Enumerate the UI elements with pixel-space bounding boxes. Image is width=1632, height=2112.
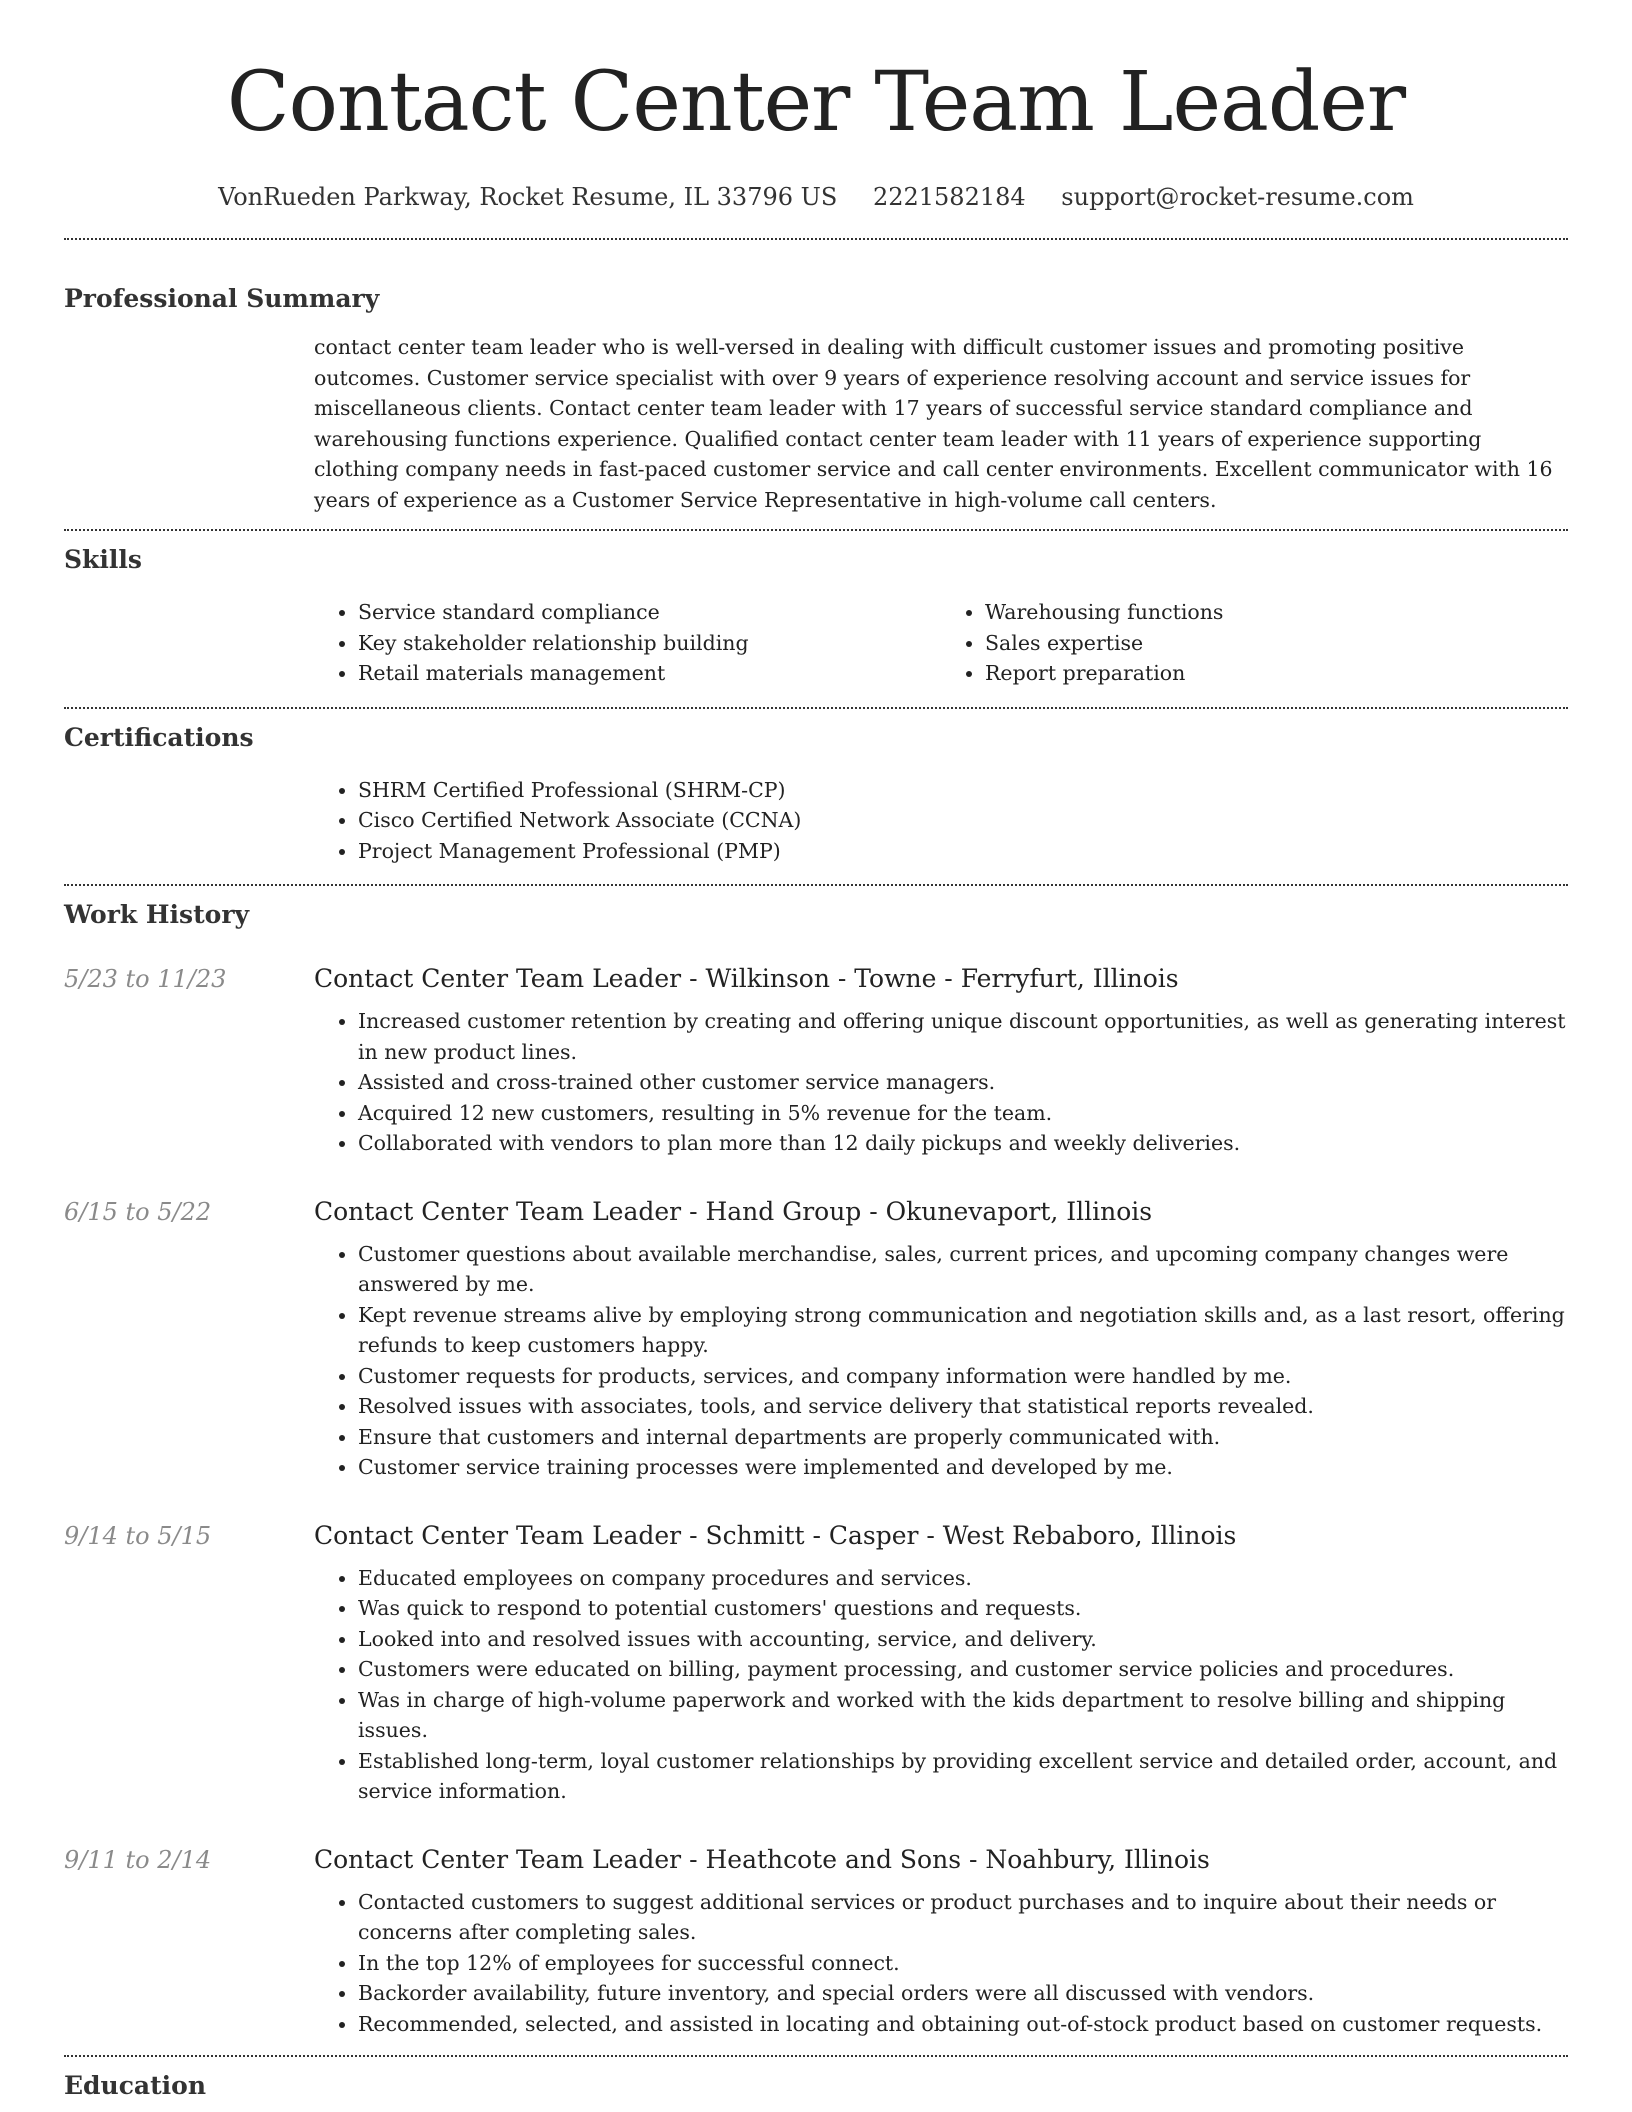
resume-header [64,0,1568,214]
job-dates: 5/23 to 11/23 [64,965,227,993]
job-bullet: • Customers were educated on billing, payment processing, and customer service policies and procedures. [358,1654,1568,1685]
job-entry [64,1843,1568,2052]
job-title: Contact Center Team Leader - Heathcote and Sons - Noahbury, Illinois [314,1844,1210,1874]
work-history-section [64,898,1568,2055]
certification-item: • SHRM Certified Professional (SHRM-CP) [358,775,1568,806]
job-bullet: • Ensure that customers and internal departments are properly communicated with. [358,1422,1568,1453]
job-bullet: • Acquired 12 new customers, resulting in 5% revenue for the team. [358,1098,1568,1129]
job-bullet: • Backorder availability, future inventory, and special orders were all discussed with vendors. [358,1978,1568,2009]
address-text: VonRueden Parkway, Rocket Resume, IL 33796 US [218,183,838,211]
divider [64,529,1568,531]
job-bullets [314,1006,1568,1159]
divider [64,2055,1568,2057]
job-bullets [314,1563,1568,1807]
skills-list-left [314,597,941,689]
job-bullet: • Educated employees on company procedures and services. [358,1563,1568,1594]
job-bullet: • Contacted customers to suggest additional services or product purchases and to inquire about their needs or concerns after completing sales. [358,1887,1568,1948]
certification-item: • Cisco Certified Network Associate (CCNA) [358,805,1568,836]
job-bullet: • Recommended, selected, and assisted in locating and obtaining out-of-stock product based on customer requests. [358,2009,1568,2040]
summary-text: contact center team leader who is well-versed in dealing with difficult customer issues and promoting positive outcomes. Customer service specialist with over 9 years of experience resolving account and service issues for miscellaneous clients. Contact center team leader with 17 years of successful service standard compliance and warehousing functions experience. Qualified contact center team leader with 11 years of experience supporting clothing company needs in fast-paced customer service and call center environments. Excellent communicator with 16 years of experience as a Customer Service Representative in high-volume call centers. [314,335,1553,512]
section-title-work-history: Work History [64,900,250,929]
skill-item: • Retail materials management [358,658,941,689]
certification-item: • Project Management Professional (PMP) [358,836,1568,867]
email-link[interactable]: support@rocket-resume.com [1061,183,1414,211]
job-title: Contact Center Team Leader - Hand Group - Okunevaport, Illinois [314,1196,1153,1226]
job-bullet: • Looked into and resolved issues with accounting, service, and delivery. [358,1624,1568,1655]
job-bullet: • Customer requests for products, services, and company information were handled by me. [358,1361,1568,1392]
job-bullet: • Kept revenue streams alive by employing strong communication and negotiation skills and, as a last resort, offering refunds to keep customers happy. [358,1300,1568,1361]
job-details [314,1843,1568,2052]
job-details [314,1519,1568,1819]
job-title: Contact Center Team Leader - Schmitt - Casper - West Rebaboro, Illinois [314,1520,1237,1550]
skill-item: • Service standard compliance [358,597,941,628]
skill-item: • Key stakeholder relationship building [358,628,941,659]
job-entry [64,1519,1568,1819]
divider [64,238,1568,240]
job-bullet: • In the top 12% of employees for successful connect. [358,1948,1568,1979]
job-bullet: • Resolved issues with associates, tools, and service delivery that statistical reports revealed. [358,1391,1568,1422]
certifications-list-wrap [314,775,1568,867]
contact-line [64,180,1568,214]
skills-list-right [941,597,1568,689]
job-title: Contact Center Team Leader - Wilkinson - Towne - Ferryfurt, Illinois [314,964,1179,993]
job-bullet: • Increased customer retention by creating and offering unique discount opportunities, as well as generating interest in new product lines. [358,1006,1568,1067]
job-bullets [314,1239,1568,1483]
job-bullet: • Assisted and cross-trained other customer service managers. [358,1067,1568,1098]
job-bullet: • Customer questions about available merchandise, sales, current prices, and upcoming company changes were answered by me. [358,1239,1568,1300]
job-dates: 9/11 to 2/14 [64,1845,212,1874]
job-bullet: • Customer service training processes were implemented and developed by me. [358,1452,1568,1483]
job-bullets [314,1887,1568,2040]
certifications-section [64,721,1568,885]
job-entry [64,1195,1568,1495]
skills-section [64,543,1568,707]
skill-item: • Report preparation [985,658,1568,689]
divider [64,884,1568,886]
job-details [314,962,1568,1171]
job-bullet: • Was quick to respond to potential customers' questions and requests. [358,1593,1568,1624]
certifications-list [314,775,1568,867]
job-bullet: • Was in charge of high-volume paperwork and worked with the kids department to resolve billing and shipping issues. [358,1685,1568,1746]
job-bullet: • Collaborated with vendors to plan more than 12 daily pickups and weekly deliveries. [358,1128,1568,1159]
phone-text: 2221582184 [872,183,1026,211]
page-title: Contact Center Team Leader [226,55,1406,150]
skill-item: • Warehousing functions [985,597,1568,628]
job-entry [64,962,1568,1171]
divider [64,707,1568,709]
skills-grid [314,597,1568,689]
job-details [314,1195,1568,1495]
skill-item: • Sales expertise [985,628,1568,659]
job-dates: 6/15 to 5/22 [64,1197,212,1226]
section-title-summary: Professional Summary [64,284,380,313]
job-bullet: • Established long-term, loyal customer relationships by providing excellent service and detailed order, account, and service information. [358,1746,1568,1807]
job-dates: 9/14 to 5/15 [64,1521,212,1550]
summary-section [64,282,1568,515]
section-title-certifications: Certifications [64,722,254,752]
section-title-education: Education [64,2071,207,2100]
section-title-skills: Skills [64,545,142,574]
